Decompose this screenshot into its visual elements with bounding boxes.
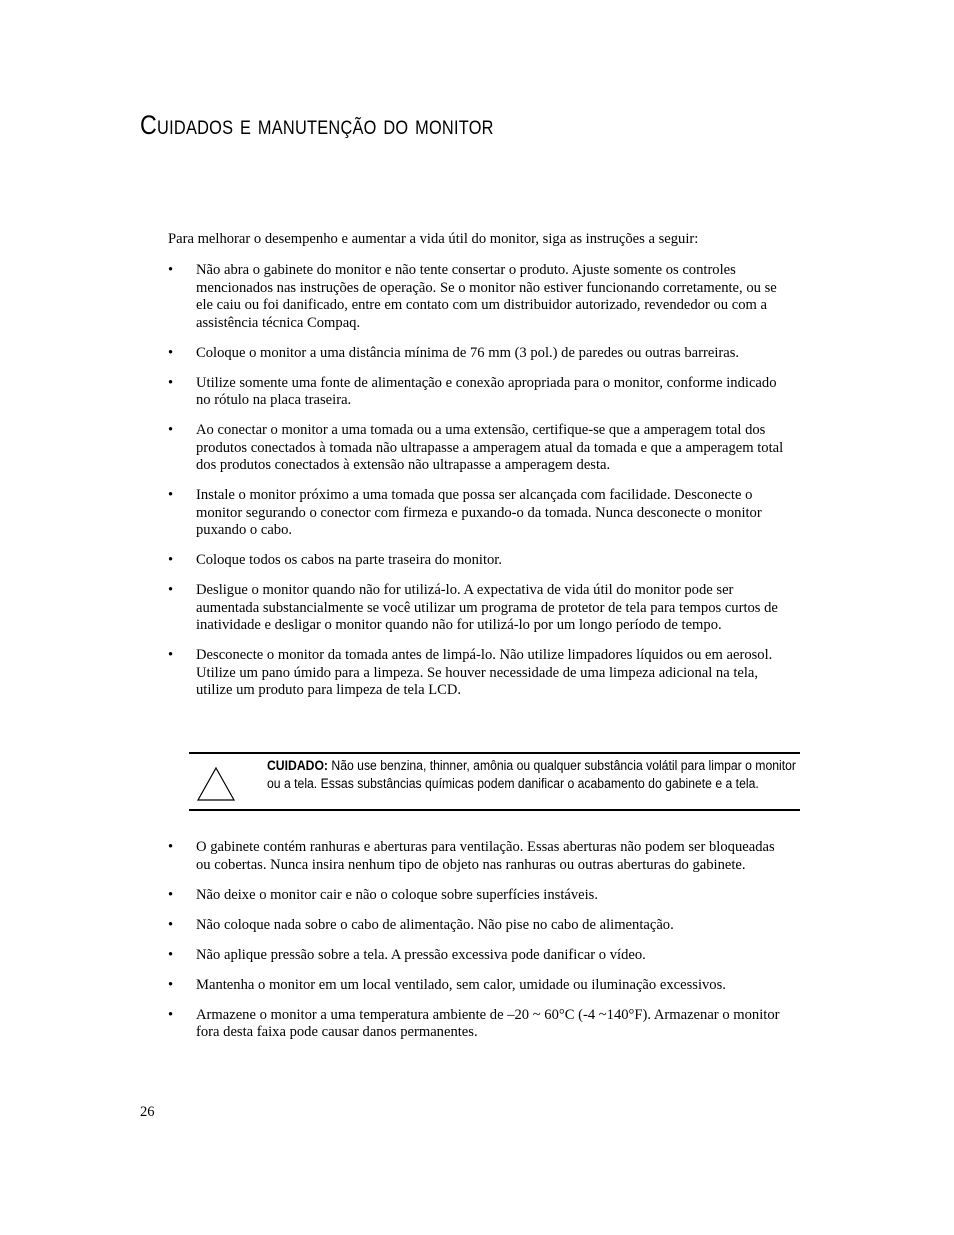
list-item: • Desligue o monitor quando não for utilizá-lo. A expectativa de vida útil do monitor pode ser aumentada substancialmente se você utilizar um programa de protetor de tela para tempos curtos de inatividade e desligar o monitor quando não for utilizá-lo por um longo período de tempo. <box>168 582 788 635</box>
list-item: • Coloque todos os cabos na parte traseira do monitor. <box>168 552 788 570</box>
list-item: • Não aplique pressão sobre a tela. A pressão excessiva pode danificar o vídeo. <box>168 947 788 965</box>
page-number: 26 <box>140 1104 155 1120</box>
list-item: • Instale o monitor próximo a uma tomada que possa ser alcançada com facilidade. Desconecte o monitor segurando o conector com firmeza e puxando-o da tomada. Nunca desconecte o monitor puxando o cabo. <box>168 487 788 540</box>
caution-label: CUIDADO: <box>267 758 329 774</box>
list-item: • Não abra o gabinete do monitor e não tente consertar o produto. Ajuste somente os controles mencionados nas instruções de operação. Se o monitor não estiver funcionando corretamente, ou se ele caiu ou foi danificado, entre em contato com um distribuidor autorizado, revendedor ou com a assistência técnica Compaq. <box>168 262 788 332</box>
caution-text <box>267 758 802 793</box>
page-title: Cuidados e manutenção do monitor <box>140 110 494 140</box>
list-item: • Utilize somente uma fonte de alimentação e conexão apropriada para o monitor, conforme indicado no rótulo na placa traseira. <box>168 375 788 410</box>
additional-instructions-list <box>168 839 788 1054</box>
list-item: • O gabinete contém ranhuras e aberturas para ventilação. Essas aberturas não podem ser bloqueadas ou cobertas. Nunca insira nenhum tipo de objeto nas ranhuras ou outras aberturas do gabinete. <box>168 839 788 874</box>
caution-box <box>189 752 800 811</box>
list-item: • Desconecte o monitor da tomada antes de limpá-lo. Não utilize limpadores líquidos ou em aerosol. Utilize um pano úmido para a limpeza. Se houver necessidade de uma limpeza adicional na tela, utilize um produto para limpeza de tela LCD. <box>168 647 788 700</box>
warning-triangle-icon <box>196 766 236 802</box>
list-item: • Mantenha o monitor em um local ventilado, sem calor, umidade ou iluminação excessivos. <box>168 977 788 995</box>
list-item: • Armazene o monitor a uma temperatura ambiente de –20 ~ 60°C (-4 ~140°F). Armazenar o monitor fora desta faixa pode causar danos permanentes. <box>168 1007 788 1042</box>
list-item: • Coloque o monitor a uma distância mínima de 76 mm (3 pol.) de paredes ou outras barreiras. <box>168 345 788 363</box>
caution-body: Não use benzina, thinner, amônia ou qualquer substância volátil para limpar o monitor ou a tela. Essas substâncias químicas podem danificar o acabamento do gabinete e a tela. <box>267 758 797 792</box>
list-item: • Não coloque nada sobre o cabo de alimentação. Não pise no cabo de alimentação. <box>168 917 788 935</box>
list-item: • Ao conectar o monitor a uma tomada ou a uma extensão, certifique-se que a amperagem total dos produtos conectados à tomada não ultrapasse a amperagem atual da tomada e que a amperagem total dos produtos conectados à extensão não ultrapasse a amperagem desta. <box>168 422 788 475</box>
list-item: • Não deixe o monitor cair e não o coloque sobre superfícies instáveis. <box>168 887 788 905</box>
intro-paragraph: Para melhorar o desempenho e aumentar a vida útil do monitor, siga as instruções a seguir: <box>168 231 699 247</box>
care-instructions-list <box>168 262 788 712</box>
